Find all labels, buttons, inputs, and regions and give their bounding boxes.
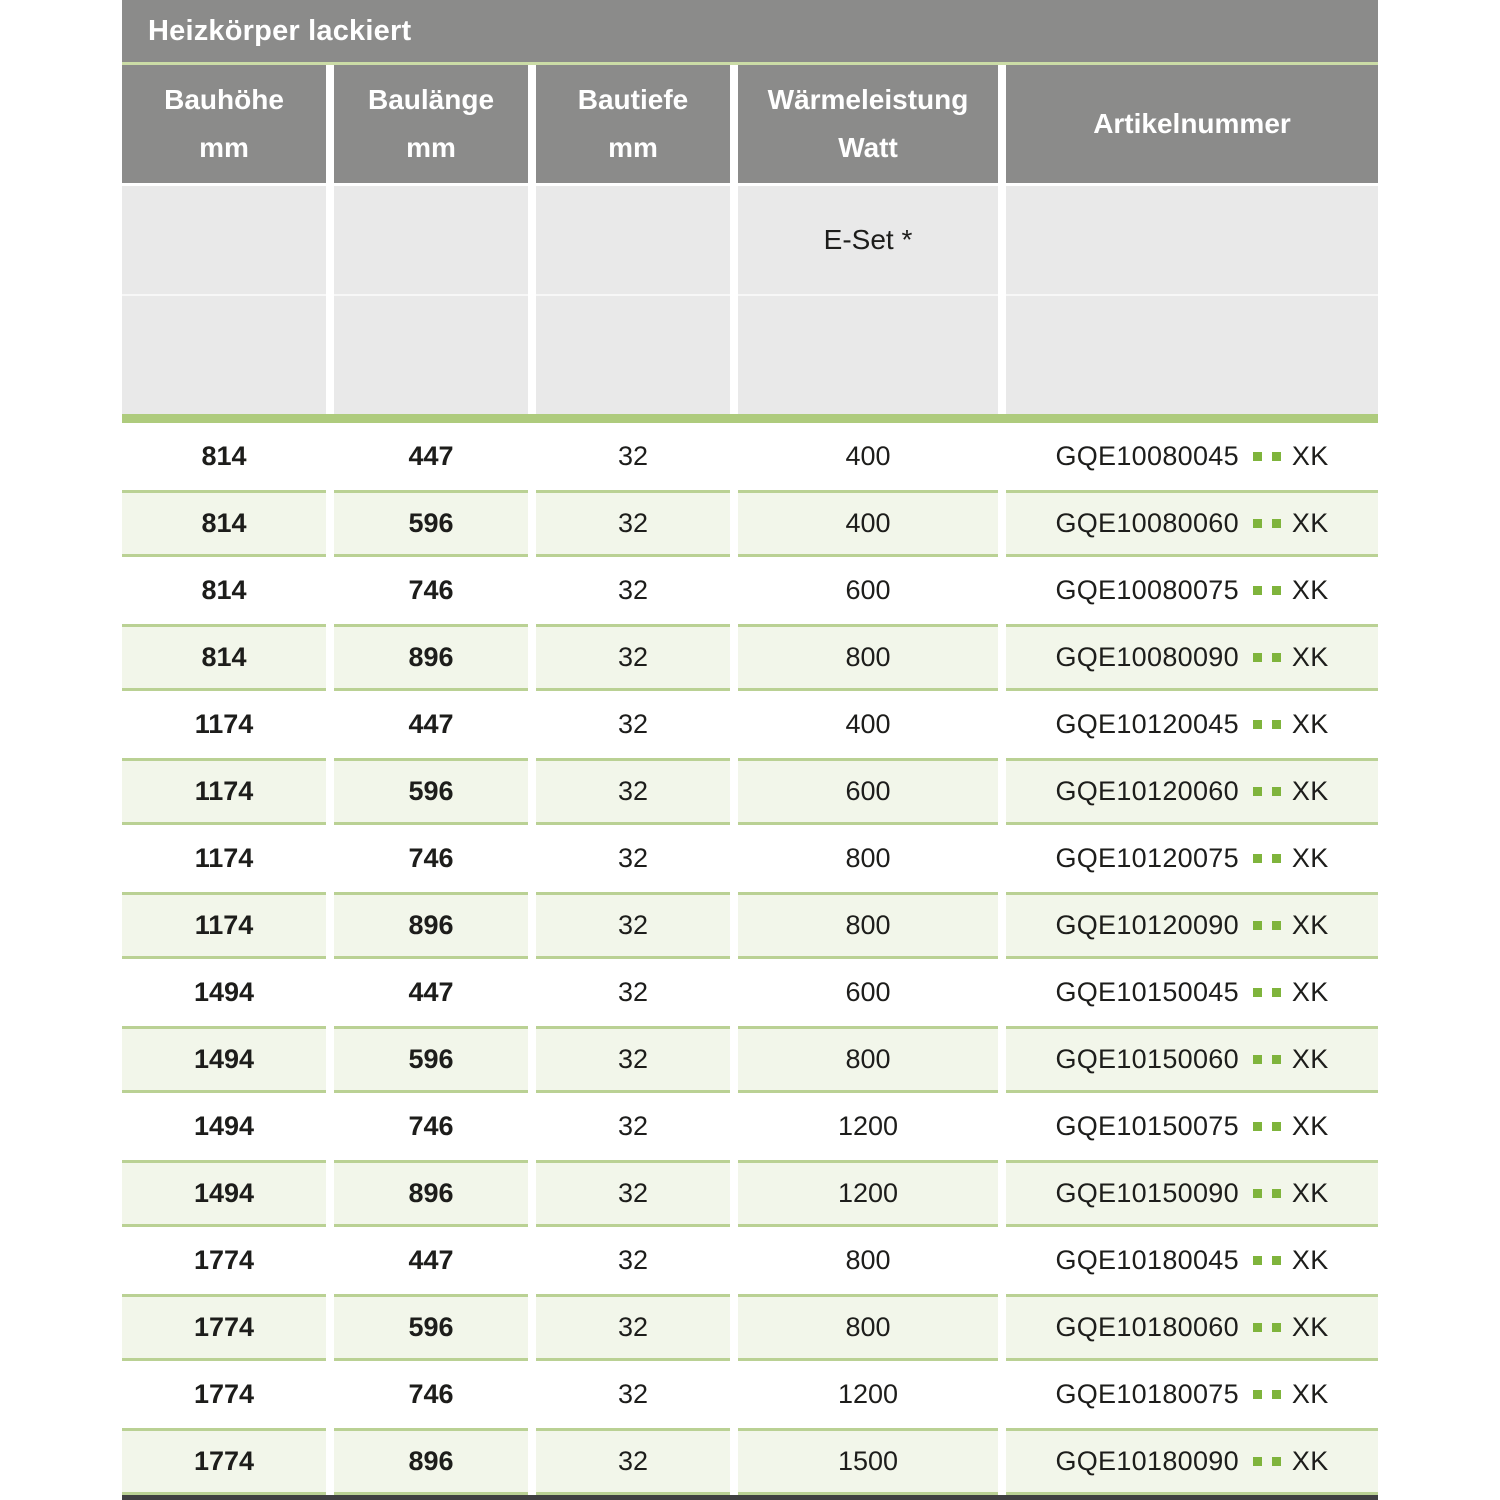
cell-watt: 800 [738, 892, 998, 959]
table-row [122, 1160, 1378, 1227]
header-unit: mm [406, 132, 456, 163]
cell-bauhoehe: 814 [201, 575, 247, 605]
table-row [122, 557, 1378, 624]
article-prefix: GQE10180045 [1055, 1245, 1239, 1275]
cell-baulaenge: 447 [408, 441, 454, 471]
table-row [122, 892, 1378, 959]
cell-artikelnummer [1006, 1026, 1378, 1093]
header-label: Bauhöhe [164, 84, 284, 115]
cell-bauhoehe: 1174 [122, 892, 326, 959]
cell-bauhoehe: 1774 [193, 1245, 255, 1275]
article-suffix: XK [1291, 1446, 1329, 1476]
header-label: Artikelnummer [1093, 108, 1291, 139]
table-body [122, 423, 1378, 1495]
cell-bauhoehe: 1774 [122, 1294, 326, 1361]
subheader-cell-e-set [738, 186, 998, 414]
article-placeholder-dots-icon [1248, 1189, 1286, 1198]
cell-baulaenge: 896 [334, 892, 528, 959]
cell-bautiefe: 32 [617, 1245, 649, 1275]
subheader-cell [334, 186, 528, 414]
article-placeholder-dots-icon [1248, 1055, 1286, 1064]
cell-baulaenge: 596 [334, 1294, 528, 1361]
cell-baulaenge: 596 [334, 758, 528, 825]
cell-bautiefe: 32 [617, 709, 649, 739]
cell-bautiefe: 32 [536, 892, 730, 959]
header-cell-bauhoehe [122, 65, 326, 183]
cell-bauhoehe: 1494 [122, 1026, 326, 1093]
cell-artikelnummer [1006, 1361, 1378, 1428]
cell-artikelnummer [1006, 1093, 1378, 1160]
article-suffix: XK [1291, 1044, 1329, 1074]
article-prefix: GQE10180090 [1055, 1446, 1239, 1476]
article-placeholder-dots-icon [1248, 519, 1286, 528]
cell-artikelnummer [1006, 892, 1378, 959]
cell-bauhoehe: 1174 [194, 709, 254, 739]
subheader-cell [122, 186, 326, 414]
article-prefix: GQE10150090 [1055, 1178, 1239, 1208]
article-prefix: GQE10150060 [1055, 1044, 1239, 1074]
cell-bauhoehe: 814 [122, 490, 326, 557]
cell-watt: 800 [845, 843, 891, 873]
article-prefix: GQE10080045 [1055, 441, 1239, 471]
table-row [122, 490, 1378, 557]
cell-bauhoehe: 1494 [122, 1160, 326, 1227]
article-prefix: GQE10080060 [1055, 508, 1239, 538]
article-prefix: GQE10120045 [1055, 709, 1239, 739]
article-suffix: XK [1291, 642, 1329, 672]
cell-watt: 1500 [738, 1428, 998, 1495]
cell-bautiefe: 32 [617, 575, 649, 605]
cell-bauhoehe: 1774 [193, 1379, 255, 1409]
cell-bautiefe: 32 [536, 1026, 730, 1093]
cell-artikelnummer [1006, 1160, 1378, 1227]
subheader-row [122, 186, 1378, 414]
article-prefix: GQE10150045 [1055, 977, 1239, 1007]
article-suffix: XK [1291, 977, 1329, 1007]
cell-watt: 800 [738, 1294, 998, 1361]
article-prefix: GQE10120075 [1055, 843, 1239, 873]
cell-bauhoehe: 1774 [122, 1428, 326, 1495]
header-label: Baulänge [367, 84, 495, 115]
cell-watt: 1200 [738, 1160, 998, 1227]
cell-baulaenge: 596 [334, 490, 528, 557]
cell-artikelnummer [1006, 557, 1378, 624]
article-placeholder-dots-icon [1248, 1390, 1286, 1399]
article-prefix: GQE10150075 [1055, 1111, 1239, 1141]
header-unit: Watt [838, 132, 898, 163]
table-row [122, 691, 1378, 758]
header-unit: mm [199, 132, 249, 163]
article-prefix: GQE10180075 [1055, 1379, 1239, 1409]
table-row [122, 1294, 1378, 1361]
article-placeholder-dots-icon [1248, 921, 1286, 930]
table-row [122, 624, 1378, 691]
cell-baulaenge: 896 [334, 1160, 528, 1227]
cell-artikelnummer [1006, 1294, 1378, 1361]
cell-bautiefe: 32 [536, 1428, 730, 1495]
article-prefix: GQE10120060 [1055, 776, 1239, 806]
table-row [122, 758, 1378, 825]
cell-bautiefe: 32 [617, 1111, 649, 1141]
cell-bauhoehe: 1174 [122, 758, 326, 825]
article-suffix: XK [1291, 776, 1329, 806]
cell-baulaenge: 447 [408, 709, 454, 739]
table-row [122, 1361, 1378, 1428]
article-placeholder-dots-icon [1248, 1122, 1286, 1131]
cell-artikelnummer [1006, 423, 1378, 490]
cell-watt: 800 [738, 1026, 998, 1093]
cell-baulaenge: 746 [408, 575, 454, 605]
cell-baulaenge: 596 [334, 1026, 528, 1093]
spec-table [122, 0, 1378, 1500]
cell-bautiefe: 32 [617, 1379, 649, 1409]
article-placeholder-dots-icon [1248, 854, 1286, 863]
article-placeholder-dots-icon [1248, 1256, 1286, 1265]
article-placeholder-dots-icon [1248, 653, 1286, 662]
table-row [122, 1227, 1378, 1294]
cell-artikelnummer [1006, 490, 1378, 557]
table-row [122, 825, 1378, 892]
cell-watt: 600 [738, 758, 998, 825]
cell-bauhoehe: 1494 [193, 977, 255, 1007]
cell-artikelnummer [1006, 825, 1378, 892]
header-cell-artikelnummer [1006, 65, 1378, 183]
cell-artikelnummer [1006, 691, 1378, 758]
article-suffix: XK [1291, 441, 1329, 471]
article-placeholder-dots-icon [1248, 787, 1286, 796]
cell-artikelnummer [1006, 1227, 1378, 1294]
article-suffix: XK [1291, 1245, 1329, 1275]
article-suffix: XK [1291, 709, 1329, 739]
cell-baulaenge: 746 [408, 1379, 454, 1409]
e-set-label: E-Set * [823, 224, 913, 255]
article-prefix: GQE10120090 [1055, 910, 1239, 940]
article-placeholder-dots-icon [1248, 452, 1286, 461]
header-cell-bautiefe [536, 65, 730, 183]
cell-bautiefe: 32 [536, 1160, 730, 1227]
table-row [122, 1428, 1378, 1495]
cell-baulaenge: 896 [334, 624, 528, 691]
header-cell-waermeleistung [738, 65, 998, 183]
cell-artikelnummer [1006, 959, 1378, 1026]
cell-bautiefe: 32 [617, 977, 649, 1007]
cell-baulaenge: 447 [408, 977, 454, 1007]
table-row [122, 423, 1378, 490]
cell-watt: 400 [845, 709, 891, 739]
cell-baulaenge: 746 [408, 843, 454, 873]
cell-watt: 400 [845, 441, 891, 471]
article-suffix: XK [1291, 910, 1329, 940]
cell-watt: 600 [845, 977, 891, 1007]
cell-artikelnummer [1006, 1428, 1378, 1495]
cell-watt: 800 [845, 1245, 891, 1275]
cell-baulaenge: 746 [408, 1111, 454, 1141]
cell-artikelnummer [1006, 624, 1378, 691]
table-title: Heizkörper lackiert [148, 14, 412, 47]
article-placeholder-dots-icon [1248, 1323, 1286, 1332]
cell-baulaenge: 896 [334, 1428, 528, 1495]
article-prefix: GQE10180060 [1055, 1312, 1239, 1342]
cell-watt: 600 [845, 575, 891, 605]
cell-watt: 1200 [837, 1111, 899, 1141]
cell-baulaenge: 447 [408, 1245, 454, 1275]
header-body-divider [122, 414, 1378, 423]
cell-bauhoehe: 814 [201, 441, 247, 471]
cell-artikelnummer [1006, 758, 1378, 825]
header-row [122, 65, 1378, 183]
table-row [122, 959, 1378, 1026]
header-unit: mm [608, 132, 658, 163]
cell-bauhoehe: 1494 [193, 1111, 255, 1141]
table-title-bar [122, 0, 1378, 62]
cell-bautiefe: 32 [617, 441, 649, 471]
subheader-cell [536, 186, 730, 414]
table-row [122, 1093, 1378, 1160]
article-prefix: GQE10080090 [1055, 642, 1239, 672]
cell-watt: 800 [738, 624, 998, 691]
article-suffix: XK [1291, 1178, 1329, 1208]
article-placeholder-dots-icon [1248, 1457, 1286, 1466]
article-suffix: XK [1291, 843, 1329, 873]
article-prefix: GQE10080075 [1055, 575, 1239, 605]
cell-bauhoehe: 814 [122, 624, 326, 691]
cell-bauhoehe: 1174 [194, 843, 254, 873]
article-suffix: XK [1291, 1379, 1329, 1409]
cell-bautiefe: 32 [536, 624, 730, 691]
header-label: Bautiefe [577, 84, 689, 115]
article-placeholder-dots-icon [1248, 988, 1286, 997]
article-suffix: XK [1291, 508, 1329, 538]
subheader-cell [1006, 186, 1378, 414]
cell-bautiefe: 32 [617, 843, 649, 873]
cell-watt: 400 [738, 490, 998, 557]
cell-bautiefe: 32 [536, 490, 730, 557]
header-label: Wärmeleistung [767, 84, 969, 115]
article-suffix: XK [1291, 575, 1329, 605]
article-placeholder-dots-icon [1248, 586, 1286, 595]
table-bottom-border [122, 1495, 1378, 1500]
header-cell-baulaenge [334, 65, 528, 183]
article-suffix: XK [1291, 1111, 1329, 1141]
article-suffix: XK [1291, 1312, 1329, 1342]
cell-bautiefe: 32 [536, 1294, 730, 1361]
cell-watt: 1200 [837, 1379, 899, 1409]
table-row [122, 1026, 1378, 1093]
cell-bautiefe: 32 [536, 758, 730, 825]
article-placeholder-dots-icon [1248, 720, 1286, 729]
